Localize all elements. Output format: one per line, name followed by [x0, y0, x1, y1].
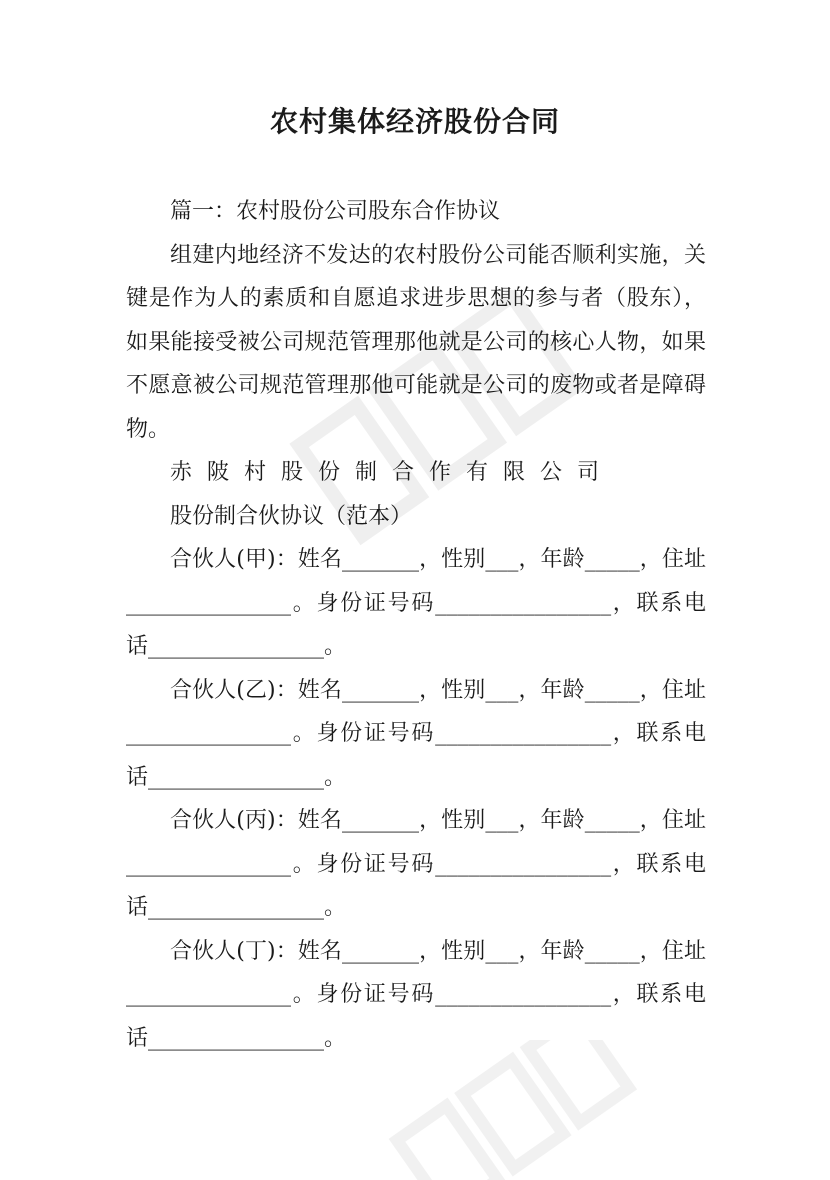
section-heading: 篇一：农村股份公司股东合作协议: [170, 199, 501, 224]
company-name: 赤陂村股份制合作有限公司: [170, 460, 615, 485]
watermark-icon: [360, 1040, 660, 1180]
partner-paragraph: 合伙人(丁)：姓名_______，性别___，年龄_____，住址_______________。身份证号码________________，联系电话________________。: [126, 938, 706, 1051]
partner-paragraph: 合伙人(丙)：姓名_______，性别___，年龄_____，住址_______________。身份证号码________________，联系电话________________。: [126, 808, 706, 920]
partner-paragraph: 合伙人(乙)：姓名_______，性别___，年龄_____，住址_______________。身份证号码________________，联系电话________________。: [126, 677, 706, 790]
intro-paragraph: 组建内地经济不发达的农村股份公司能否顺利实施，关键是作为人的素质和自愿追求进步思想的参与者（股东），如果能接受被公司规范管理那他就是公司的核心人物，如果不愿意被公司规范管理那他可能就是公司的废物或者是障碍物。: [126, 242, 706, 442]
partner-paragraph: 合伙人(甲)：姓名_______，性别___，年龄_____，住址_______________。身份证号码________________，联系电话________________。: [126, 547, 706, 659]
agreement-title: 股份制合伙协议（范本）: [170, 503, 413, 529]
document-body: [126, 190, 706, 1060]
document-title: 农村集体经济股份合同: [269, 105, 560, 138]
